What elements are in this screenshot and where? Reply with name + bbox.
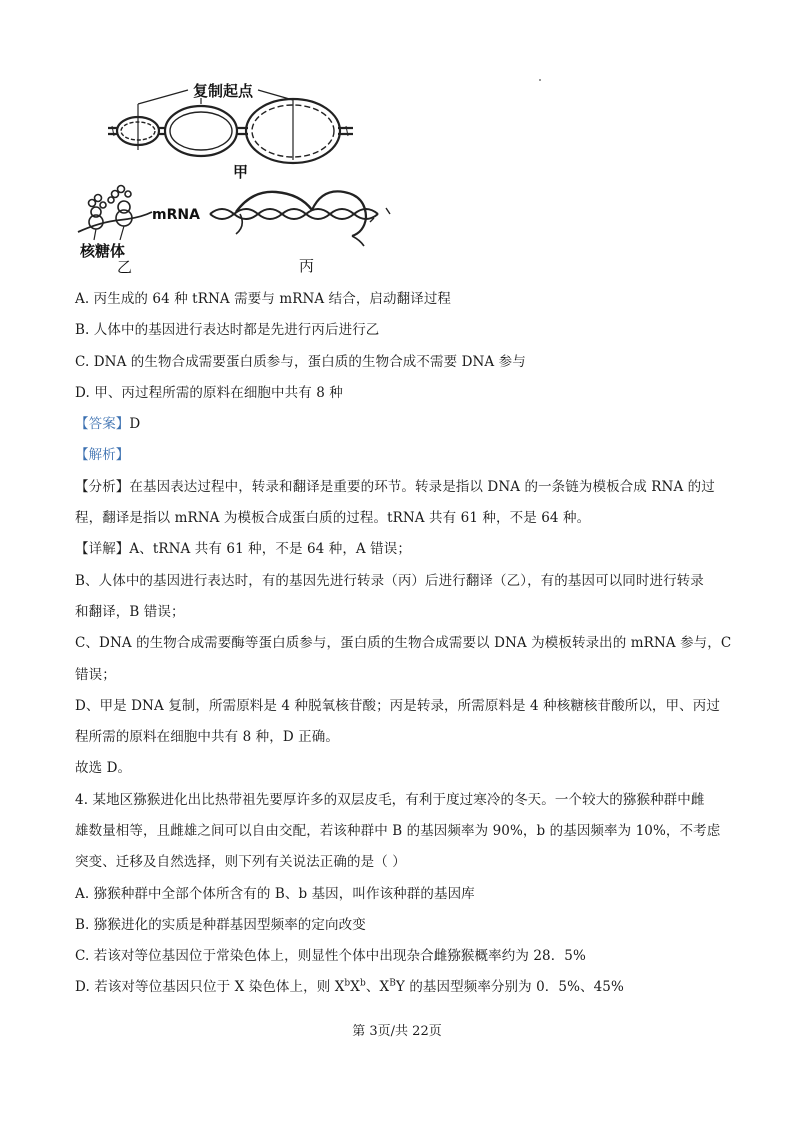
q4-d-post: Y 的基因型频率分别为 0．5%、45% [395, 979, 624, 995]
q4-d-pre: D. 若该对等位基因只位于 X 染色体上，则 X [75, 979, 345, 995]
q4-d-sup1: b [344, 978, 351, 989]
xiangjie-tag: 【详解】 [75, 541, 130, 557]
dna-figure [0, 0, 794, 285]
q3-option-b: B. 人体中的基因进行表达时都是先进行丙后进行乙 [75, 322, 380, 338]
fenxi-tag: 【分析】 [75, 479, 130, 495]
q3-option-a: A. 丙生成的 64 种 tRNA 需要与 mRNA 结合，启动翻译过程 [75, 291, 452, 307]
analysis-row [75, 445, 720, 465]
answer-value: D [129, 416, 141, 432]
fenxi-line-2: 程，翻译是指以 mRNA 为模板合成蛋白质的过程。tRNA 共有 61 种，不是 64 种。 [75, 510, 591, 526]
bing-label: 丙 [299, 257, 315, 275]
q4-d-sup2: b [360, 978, 366, 989]
q4-d-mid: 、X [365, 979, 390, 995]
ribosome-label: 核糖体 [80, 242, 126, 260]
q4-d-x2: X [350, 979, 361, 995]
translation-figure-yi [78, 186, 152, 241]
q4-d-sup3: B [389, 978, 396, 989]
q3-option-d: D. 甲、丙过程所需的原料在细胞中共有 8 种 [75, 385, 343, 401]
q4-option-b: B. 猕猴进化的实质是种群基因型频率的定向改变 [75, 917, 366, 933]
mrna-label: mRNA [152, 207, 200, 223]
q4-option-a: A. 猕猴种群中全部个体所含有的 B、b 基因，叫作该种群的基因库 [75, 886, 475, 902]
replication-figure-jia [108, 90, 353, 163]
xiangjie-line-a [75, 539, 720, 559]
fenxi-line-1 [75, 477, 720, 497]
conclusion: 故选 D。 [75, 760, 132, 776]
xiangjie-a: A、tRNA 共有 61 种，不是 64 种，A 错误； [129, 541, 411, 557]
transcription-figure-bing [210, 191, 390, 246]
answer-row [75, 414, 720, 434]
yi-label: 乙 [117, 258, 133, 276]
speck [539, 79, 541, 81]
xiangjie-d-1: D、甲是 DNA 复制，所需原料是 4 种脱氧核苷酸；丙是转录，所需原料是 4 种核糖核苷酸所以，甲、丙过 [75, 698, 720, 714]
q4-stem-1: 4. 某地区猕猴进化出比热带祖先要厚许多的双层皮毛，有利于度过寒冷的冬天。一个较大的猕猴种群中雌 [75, 792, 705, 808]
xiangjie-b-2: 和翻译，B 错误； [75, 604, 185, 620]
xiangjie-b-1: B、人体中的基因进行表达时，有的基因先进行转录（丙）后进行翻译（乙），有的基因可以同时进行转录 [75, 573, 704, 589]
q3-option-c: C. DNA 的生物合成需要蛋白质参与，蛋白质的生物合成不需要 DNA 参与 [75, 354, 526, 370]
origin-label: 复制起点 [193, 82, 254, 100]
q4-option-d [75, 977, 720, 997]
q4-stem-3: 突变、迁移及自然选择，则下列有关说法正确的是（ ） [75, 854, 406, 870]
analysis-tag: 【解析】 [75, 447, 130, 463]
fenxi-text-1: 在基因表达过程中，转录和翻译是重要的环节。转录是指以 DNA 的一条链为模板合成 RNA 的过 [129, 479, 715, 495]
page-footer: 第 3页/共 22页 [352, 1024, 442, 1039]
xiangjie-c-2: 错误； [75, 667, 116, 683]
xiangjie-c-1: C、DNA 的生物合成需要酶等蛋白质参与，蛋白质的生物合成需要以 DNA 为模板转录出的 mRNA 参与，C [75, 635, 732, 651]
xiangjie-d-2: 程所需的原料在细胞中共有 8 种，D 正确。 [75, 729, 339, 745]
q4-stem-2: 雄数量相等，且雌雄之间可以自由交配，若该种群中 B 的基因频率为 90%，b 的基因频率为 10%，不考虑 [75, 823, 721, 839]
answer-tag: 【答案】 [75, 416, 130, 432]
q4-option-c: C. 若该对等位基因位于常染色体上，则显性个体中出现杂合雌猕猴概率约为 28．5% [75, 948, 586, 964]
jia-label: 甲 [233, 163, 249, 181]
